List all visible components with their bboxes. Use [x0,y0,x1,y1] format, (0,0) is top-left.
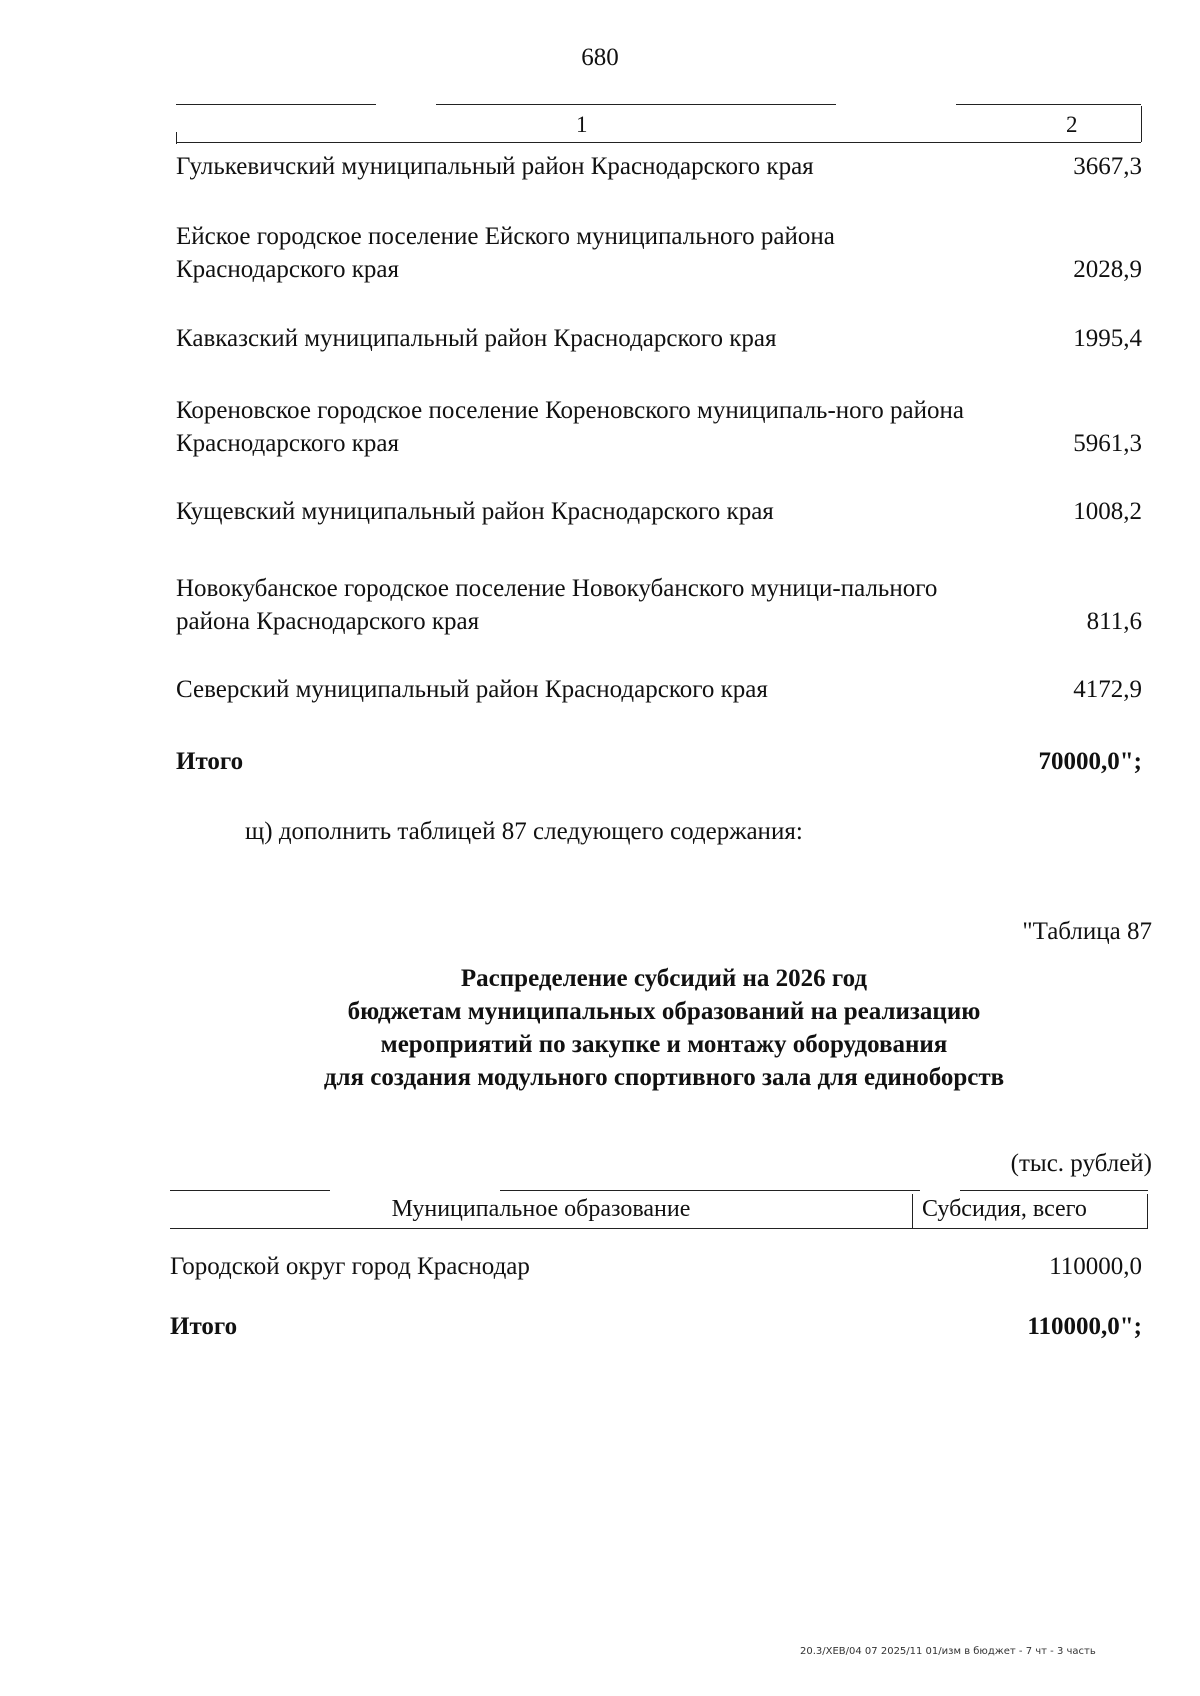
municipality-name: Новокубанское городское поселение Новокубанского муници-пального района Краснодарского края [176,575,938,635]
municipality-name: Ейское городское поселение Ейского муниципального района Краснодарского края [176,223,835,283]
amendment-note: щ) дополнить таблицей 87 следующего содержания: [245,818,803,845]
column-header-municipality: Муниципальное образование [391,1196,691,1222]
municipality-name: Кореновское городское поселение Кореновского муниципаль-ного района Краснодарского края [176,397,964,457]
column-header-subsidy: Субсидия, всего [922,1196,1087,1222]
document-footer: 20.3/XEB/04 07 2025/11 01/изм в бюджет - 7 чт - 3 часть [800,1646,1096,1657]
total-row [176,745,1152,778]
header-rule [170,1190,330,1191]
subsidy-value: 110000,0 [1049,1253,1142,1280]
subsidy-value: 3667,3 [1073,153,1142,180]
table2-header [170,1190,1148,1232]
subsidy-value: 4172,9 [1073,676,1142,703]
subsidy-value: 2028,9 [1073,256,1142,283]
header-right-edge [1147,1194,1148,1228]
table-row [176,150,1152,183]
municipality-name: Кущевский муниципальный район Краснодарского края [176,498,774,525]
municipality-name: Кавказский муниципальный район Краснодарского края [176,325,777,352]
heading-line: бюджетам муниципальных образований на реализацию [347,998,981,1025]
municipality-name: Северский муниципальный район Краснодарского края [176,676,768,703]
units-label: (тыс. рублей) [1010,1150,1152,1177]
table-row [176,394,1152,460]
subsidy-value: 5961,3 [1073,430,1142,457]
column-number-1: 1 [576,112,588,137]
total-value: 110000,0"; [1027,1313,1142,1340]
table-row [176,220,1152,286]
header-rule [500,1190,920,1191]
table1-header [176,100,1152,146]
heading-line: для создания модульного спортивного зала для единоборств [323,1064,1005,1091]
header-right-edge [1141,106,1142,142]
total-label: Итого [170,1313,238,1340]
heading-line: мероприятий по закупке и монтажу оборудования [380,1031,948,1058]
header-rule [960,1190,1148,1191]
header-rule [436,104,836,105]
municipality-name: Городской округ город Краснодар [170,1253,530,1280]
table-row [170,1250,1148,1283]
table-row [176,495,1152,528]
table-row [176,572,1152,638]
table-row [176,673,1152,706]
total-value: 70000,0"; [1038,748,1142,775]
table-label: "Таблица 87 [1022,918,1152,945]
header-rule [176,104,376,105]
subsidy-value: 1008,2 [1073,498,1142,525]
header-bottom-rule [176,142,1141,143]
subsidy-value: 1995,4 [1073,325,1142,352]
table-heading [176,962,1152,1094]
page-number: 680 [581,44,619,71]
column-number-2: 2 [1066,112,1078,137]
subsidy-value: 811,6 [1086,608,1142,635]
column-divider [912,1194,913,1228]
total-label: Итого [176,748,244,775]
header-rule [956,104,1141,105]
table-row [176,322,1152,355]
header-bottom-rule [170,1228,1148,1229]
total-row [170,1310,1148,1343]
heading-line: Распределение субсидий на 2026 год [460,965,868,992]
municipality-name: Гулькевичский муниципальный район Краснодарского края [176,153,814,180]
